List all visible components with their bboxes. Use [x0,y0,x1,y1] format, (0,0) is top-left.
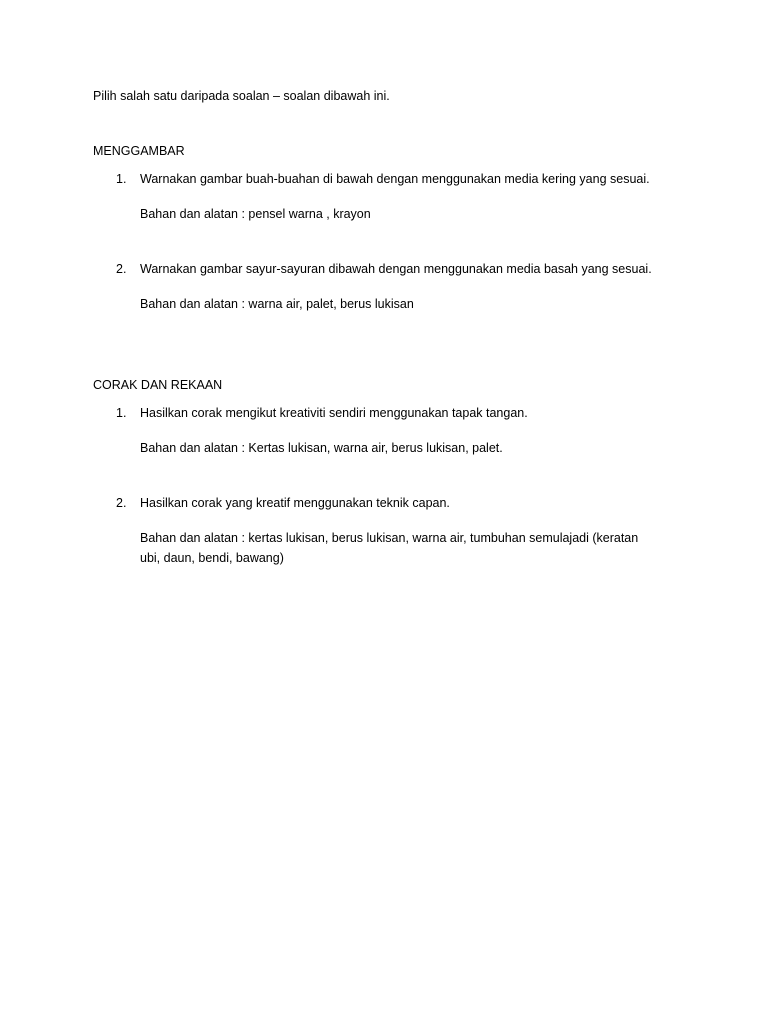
materials-text: Bahan dan alatan : pensel warna , krayon [140,207,371,221]
instruction-text: Pilih salah satu daripada soalan – soalan dibawah ini. [93,89,390,103]
item-number: 2. [116,496,127,510]
question-text: Hasilkan corak mengikut kreativiti sendiri menggunakan tapak tangan. [140,406,528,420]
question-text: Warnakan gambar sayur-sayuran dibawah dengan menggunakan media basah yang sesuai. [140,262,652,276]
item-number: 1. [116,172,127,186]
materials-text: Bahan dan alatan : kertas lukisan, berus lukisan, warna air, tumbuhan semulajadi (keratan [140,531,639,545]
item-number: 1. [116,406,127,420]
item-number: 2. [116,262,127,276]
materials-text: Bahan dan alatan : Kertas lukisan, warna air, berus lukisan, palet. [140,441,503,455]
section-heading-corak-dan-rekaan: CORAK DAN REKAAN [93,378,223,392]
question-text: Hasilkan corak yang kreatif menggunakan teknik capan. [140,496,450,510]
materials-text: Bahan dan alatan : warna air, palet, berus lukisan [140,297,414,311]
section-heading-menggambar: MENGGAMBAR [93,144,185,158]
question-text: Warnakan gambar buah-buahan di bawah dengan menggunakan media kering yang sesuai. [140,172,650,186]
materials-text-continued: ubi, daun, bendi, bawang) [140,551,284,565]
